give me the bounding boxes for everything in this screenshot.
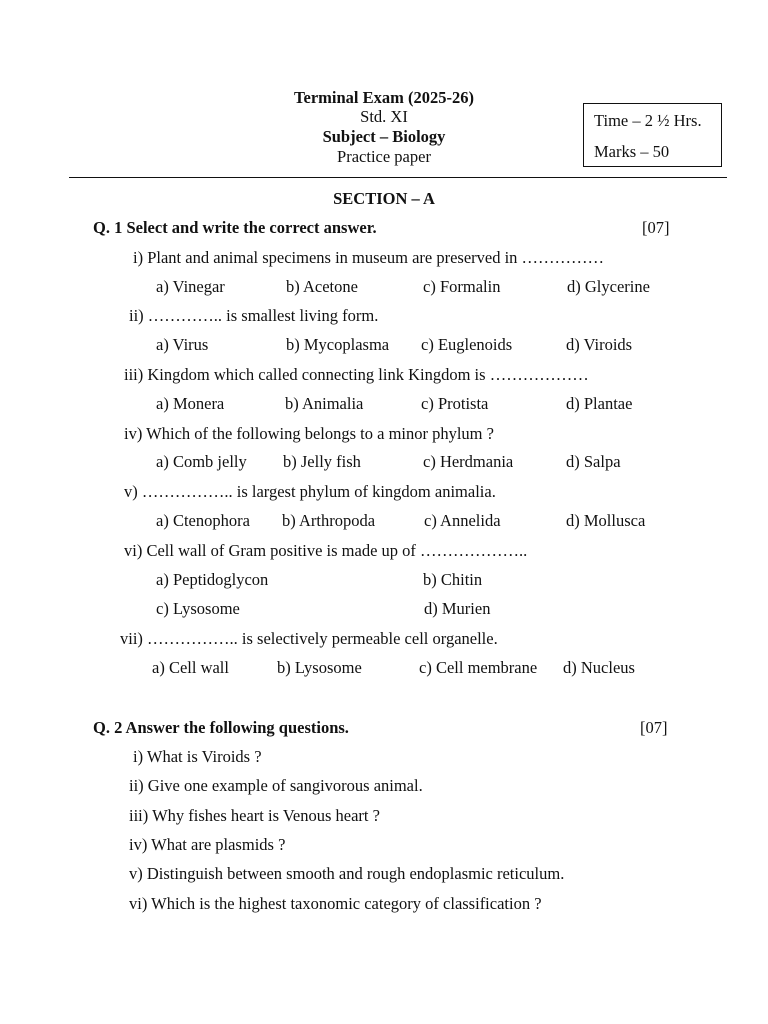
q1-option: a) Ctenophora (156, 511, 250, 530)
q1-option: b) Animalia (285, 394, 364, 413)
q1-option: b) Acetone (286, 277, 358, 296)
q2-question-4: iv) What are plasmids ? (129, 835, 286, 854)
q1-option: c) Formalin (423, 277, 501, 296)
q2-question-6: vi) Which is the highest taxonomic category of classification ? (129, 894, 542, 913)
q1-question-1: i) Plant and animal specimens in museum are preserved in …………… (133, 248, 605, 267)
q1-option: c) Lysosome (156, 599, 240, 618)
paper-type-label: Practice paper (337, 147, 431, 166)
q1-option: c) Protista (421, 394, 489, 413)
q1-option: b) Chitin (423, 570, 483, 589)
q1-option: b) Lysosome (277, 658, 362, 677)
q2-question-1: i) What is Viroids ? (133, 747, 262, 766)
q1-question-7: vii) …………….. is selectively permeable cell organelle. (120, 629, 498, 648)
q1-question-5: v) …………….. is largest phylum of kingdom animalia. (124, 482, 496, 501)
q1-option: a) Comb jelly (156, 452, 247, 471)
section-title: SECTION – A (333, 189, 435, 208)
q1-option: c) Annelida (424, 511, 501, 530)
q1-question-3: iii) Kingdom which called connecting link Kingdom is ……………… (124, 365, 589, 384)
q1-option: a) Monera (156, 394, 225, 413)
q1-question-2: ii) ………….. is smallest living form. (129, 306, 379, 325)
q1-option: a) Peptidoglycon (156, 570, 269, 589)
q1-option: d) Salpa (566, 452, 621, 471)
q1-marks: [07] (642, 218, 670, 237)
q2-heading: Q. 2 Answer the following questions. (93, 718, 349, 737)
q1-option: b) Mycoplasma (286, 335, 390, 354)
q1-option: d) Nucleus (563, 658, 635, 677)
q1-option: d) Murien (424, 599, 491, 618)
q1-option: d) Viroids (566, 335, 633, 354)
q2-question-2: ii) Give one example of sangivorous animal. (129, 776, 423, 795)
q1-option: a) Virus (156, 335, 209, 354)
q1-question-6: vi) Cell wall of Gram positive is made up of ……………….. (124, 541, 528, 560)
q1-heading: Q. 1 Select and write the correct answer. (93, 218, 377, 237)
standard-label: Std. XI (360, 107, 408, 126)
marks-label: Marks – 50 (594, 142, 670, 161)
q1-option: b) Arthropoda (282, 511, 376, 530)
time-marks-box (583, 103, 722, 167)
q1-option: c) Euglenoids (421, 335, 513, 354)
subject-label: Subject – Biology (322, 127, 446, 146)
q1-option: c) Cell membrane (419, 658, 538, 677)
time-label: Time – 2 ½ Hrs. (594, 111, 702, 130)
q2-question-3: iii) Why fishes heart is Venous heart ? (129, 806, 380, 825)
q1-question-4: iv) Which of the following belongs to a minor phylum ? (124, 424, 494, 443)
q1-option: d) Glycerine (567, 277, 650, 296)
q1-option: d) Plantae (566, 394, 633, 413)
q1-option: a) Cell wall (152, 658, 229, 677)
q1-option: d) Mollusca (566, 511, 646, 530)
q2-marks: [07] (640, 718, 668, 737)
q1-option: b) Jelly fish (283, 452, 361, 471)
exam-title: Terminal Exam (2025-26) (294, 88, 474, 107)
q2-question-5: v) Distinguish between smooth and rough endoplasmic reticulum. (129, 864, 565, 883)
q1-option: c) Herdmania (423, 452, 514, 471)
header-divider (69, 177, 727, 178)
q1-option: a) Vinegar (156, 277, 225, 296)
